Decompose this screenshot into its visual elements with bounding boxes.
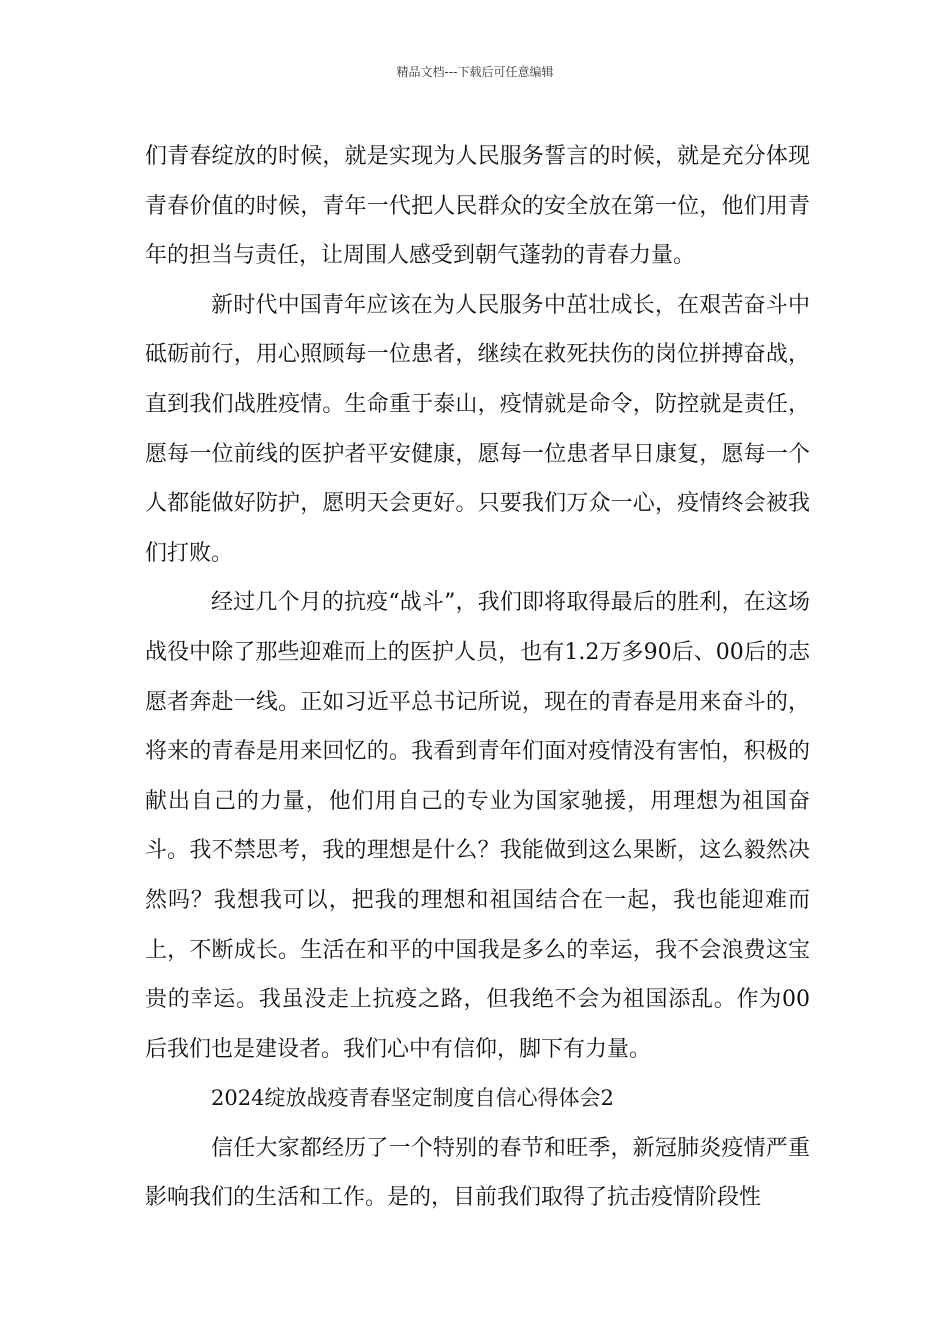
page-header: 精品文档---下载后可任意编辑: [396, 65, 554, 79]
section-heading: 2024绽放战疫青春坚定制度自信心得体会2: [211, 1086, 614, 1111]
paragraph-spring-festival: 信任大家都经历了一个特别的春节和旺季，新冠肺炎疫情严重影响我们的生活和工作。是的，目前我们取得了抗击疫情阶段性: [145, 1135, 810, 1211]
document-body: [145, 132, 810, 1223]
paragraph-anti-epidemic-battle: 经过几个月的抗疫“战斗”，我们即将取得最后的胜利，在这场战役中除了那些迎难而上的医护人员，也有1.2万多90后、00后的志愿者奔赴一线。正如习近平总书记所说，现在的青春是用来奋斗的，将来的青春是用来回忆的。我看到青年们面对疫情没有害怕，积极的献出自己的力量，他们用自己的专业为国家驰援，用理想为祖国奋斗。我不禁思考，我的理想是什么？我能做到这么果断，这么毅然决然吗？我想我可以，把我的理想和祖国结合在一起，我也能迎难而上，不断成长。生活在和平的中国我是多么的幸运，我不会浪费这宝贵的幸运。我虽没走上抗疫之路，但我绝不会为祖国添乱。作为00后我们也是建设者。我们心中有信仰，脚下有力量。: [145, 590, 810, 1062]
paragraph-continuation: 们青春绽放的时候，就是实现为人民服务誓言的时候，就是充分体现青春价值的时候，青年一代把人民群众的安全放在第一位，他们用青年的担当与责任，让周围人感受到朝气蓬勃的青春力量。: [145, 144, 810, 269]
paragraph-new-era-youth: 新时代中国青年应该在为人民服务中茁壮成长，在艰苦奋斗中砥砺前行，用心照顾每一位患者，继续在救死扶伤的岗位拼搏奋战，直到我们战胜疫情。生命重于泰山，疫情就是命令，防控就是责任，愿每一位前线的医护者平安健康，愿每一位患者早日康复，愿每一个人都能做好防护，愿明天会更好。只要我们万众一心，疫情终会被我们打败。: [145, 292, 810, 566]
